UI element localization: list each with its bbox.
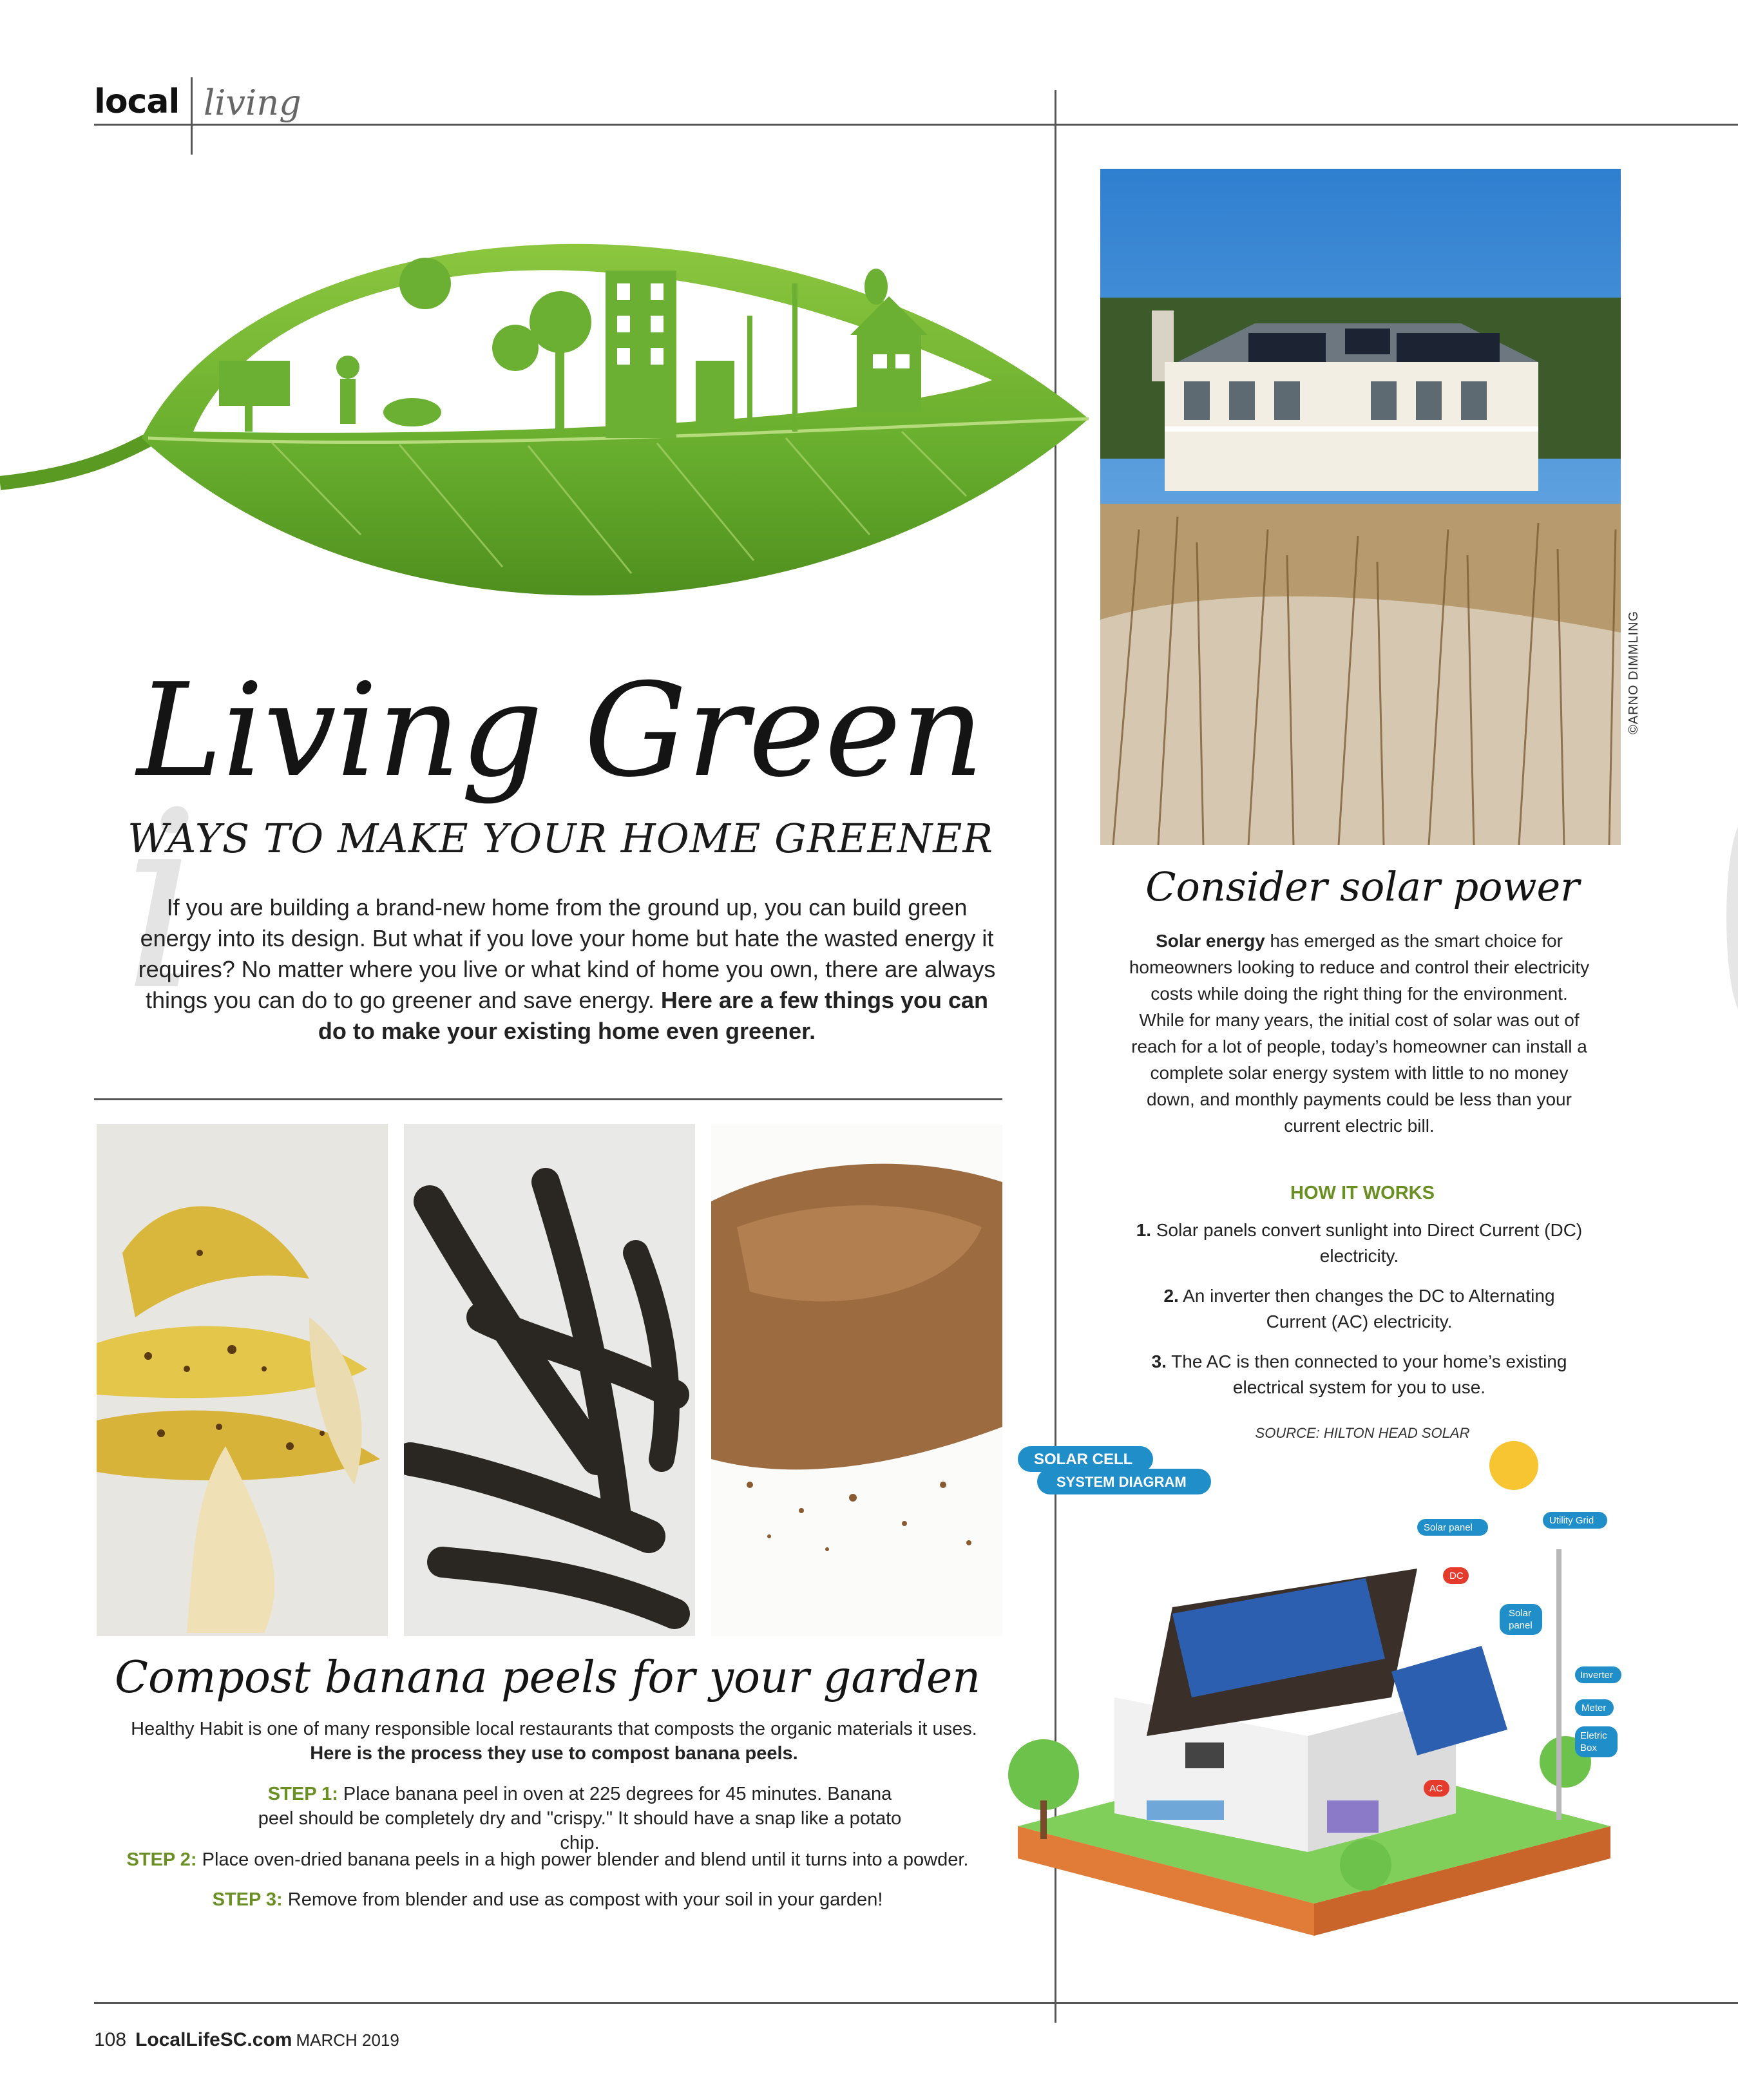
solar-body: [1127, 928, 1591, 1139]
label-dc: DC: [1449, 1570, 1464, 1581]
compost-body: [116, 1717, 992, 1766]
how-item-3: [1134, 1349, 1585, 1400]
compost-step-1: [251, 1782, 908, 1855]
how-item-text: An inverter then changes the DC to Alternating Current (AC) electricity.: [1183, 1286, 1555, 1332]
how-it-works-heading: HOW IT WORKS: [1290, 1183, 1435, 1203]
solar-body-text: has emerged as the smart choice for homeowners looking to reduce and control their electricity costs while doing the right thing for the environment. While for many years, the initial cost of solar was out of reach for a lot of people, today’s homeowner can install a complete solar energy system with little to no money down, and monthly payments could be less than your current electric bill.: [1129, 931, 1590, 1136]
diagram-title-line1: SOLAR CELL: [1034, 1451, 1133, 1468]
step-label: STEP 1:: [267, 1784, 338, 1804]
intro-text: If you are building a brand-new home from the ground up, you can build green energy into its design. But what if you love your home but hate the wasted energy it requires? No matter where you live or what kind of home you own, there are always things you can do to go greener and save energy.: [138, 894, 996, 1013]
label-meter: Meter: [1581, 1703, 1607, 1713]
label-solar-panel-2b: panel: [1509, 1620, 1533, 1631]
compost-powder-photo: [711, 1124, 1002, 1636]
header-rule: [94, 124, 1738, 126]
label-electric-box-a: Eletric: [1580, 1730, 1607, 1741]
solar-lead: Solar energy: [1156, 931, 1265, 951]
solar-heading: Consider solar power: [1145, 863, 1580, 910]
intro-paragraph: [129, 892, 1005, 1047]
footer-rule: [94, 2002, 1738, 2004]
compost-heading: Compost banana peels for your garden: [114, 1652, 981, 1703]
label-ac: AC: [1429, 1783, 1443, 1794]
compost-step-2: [97, 1847, 998, 1872]
leaf-city-illustration: [0, 148, 1095, 663]
compost-body-text: Healthy Habit is one of many responsible local restaurants that composts the organic materials it uses.: [131, 1719, 977, 1739]
next-page-edge: [1726, 818, 1738, 1018]
step-text: Place banana peel in oven at 225 degrees for 45 minutes. Banana peel should be completely dry and "crispy." It should have a snap like a potato chip.: [258, 1784, 902, 1853]
photo-credit: ©ARNO DIMMLING: [1627, 610, 1641, 734]
dropcap-letter: i: [122, 759, 201, 1044]
how-item-1: [1134, 1217, 1585, 1269]
step-label: STEP 2:: [126, 1849, 197, 1870]
label-solar-panel: Solar panel: [1424, 1522, 1473, 1533]
label-electric-box-b: Box: [1580, 1742, 1597, 1753]
header-separator: [191, 77, 193, 155]
source-note: SOURCE: HILTON HEAD SOLAR: [1255, 1425, 1470, 1441]
intro-bold-text: Here are a few things you can do to make your existing home even greener.: [318, 987, 989, 1044]
how-item-text: The AC is then connected to your home’s existing electrical system for you to use.: [1171, 1351, 1567, 1397]
compost-step-3: [97, 1887, 998, 1912]
diagram-title-line2: SYSTEM DIAGRAM: [1056, 1474, 1187, 1490]
page-number: 108: [94, 2029, 127, 2050]
banana-peel-photo: [97, 1124, 388, 1636]
label-solar-panel-2a: Solar: [1509, 1608, 1532, 1619]
compost-body-bold: Here is the process they use to compost banana peels.: [310, 1743, 798, 1764]
site-name[interactable]: LocalLifeSC.com: [135, 2029, 292, 2050]
how-item-text: Solar panels convert sunlight into Direct Current (DC) electricity.: [1156, 1220, 1583, 1266]
label-inverter: Inverter: [1580, 1670, 1613, 1681]
diagram-title: [1018, 1446, 1211, 1494]
intro-rule: [94, 1098, 1002, 1100]
issue-date: MARCH 2019: [296, 2030, 399, 2050]
brand-logo: local: [94, 82, 180, 121]
sun-icon: [1489, 1441, 1538, 1490]
dried-peel-photo: [404, 1124, 695, 1636]
step-text: Place oven-dried banana peels in a high power blender and blend until it turns into a powder.: [202, 1849, 969, 1870]
step-text: Remove from blender and use as compost with your soil in your garden!: [287, 1889, 883, 1910]
how-item-number: 3.: [1151, 1351, 1167, 1371]
how-item-number: 1.: [1136, 1220, 1152, 1240]
label-utility-grid: Utility Grid: [1549, 1515, 1594, 1526]
how-item-number: 2.: [1163, 1286, 1179, 1306]
solar-house-photo: [1100, 169, 1621, 845]
how-item-2: [1134, 1283, 1585, 1335]
page-subtitle: WAYS TO MAKE YOUR HOME GREENER: [127, 815, 994, 862]
page-footer: [94, 2029, 399, 2051]
solar-cell-diagram: [1005, 1440, 1623, 1936]
section-name: living: [204, 82, 301, 123]
page-title: Living Green: [137, 656, 984, 806]
step-label: STEP 3:: [212, 1889, 283, 1910]
